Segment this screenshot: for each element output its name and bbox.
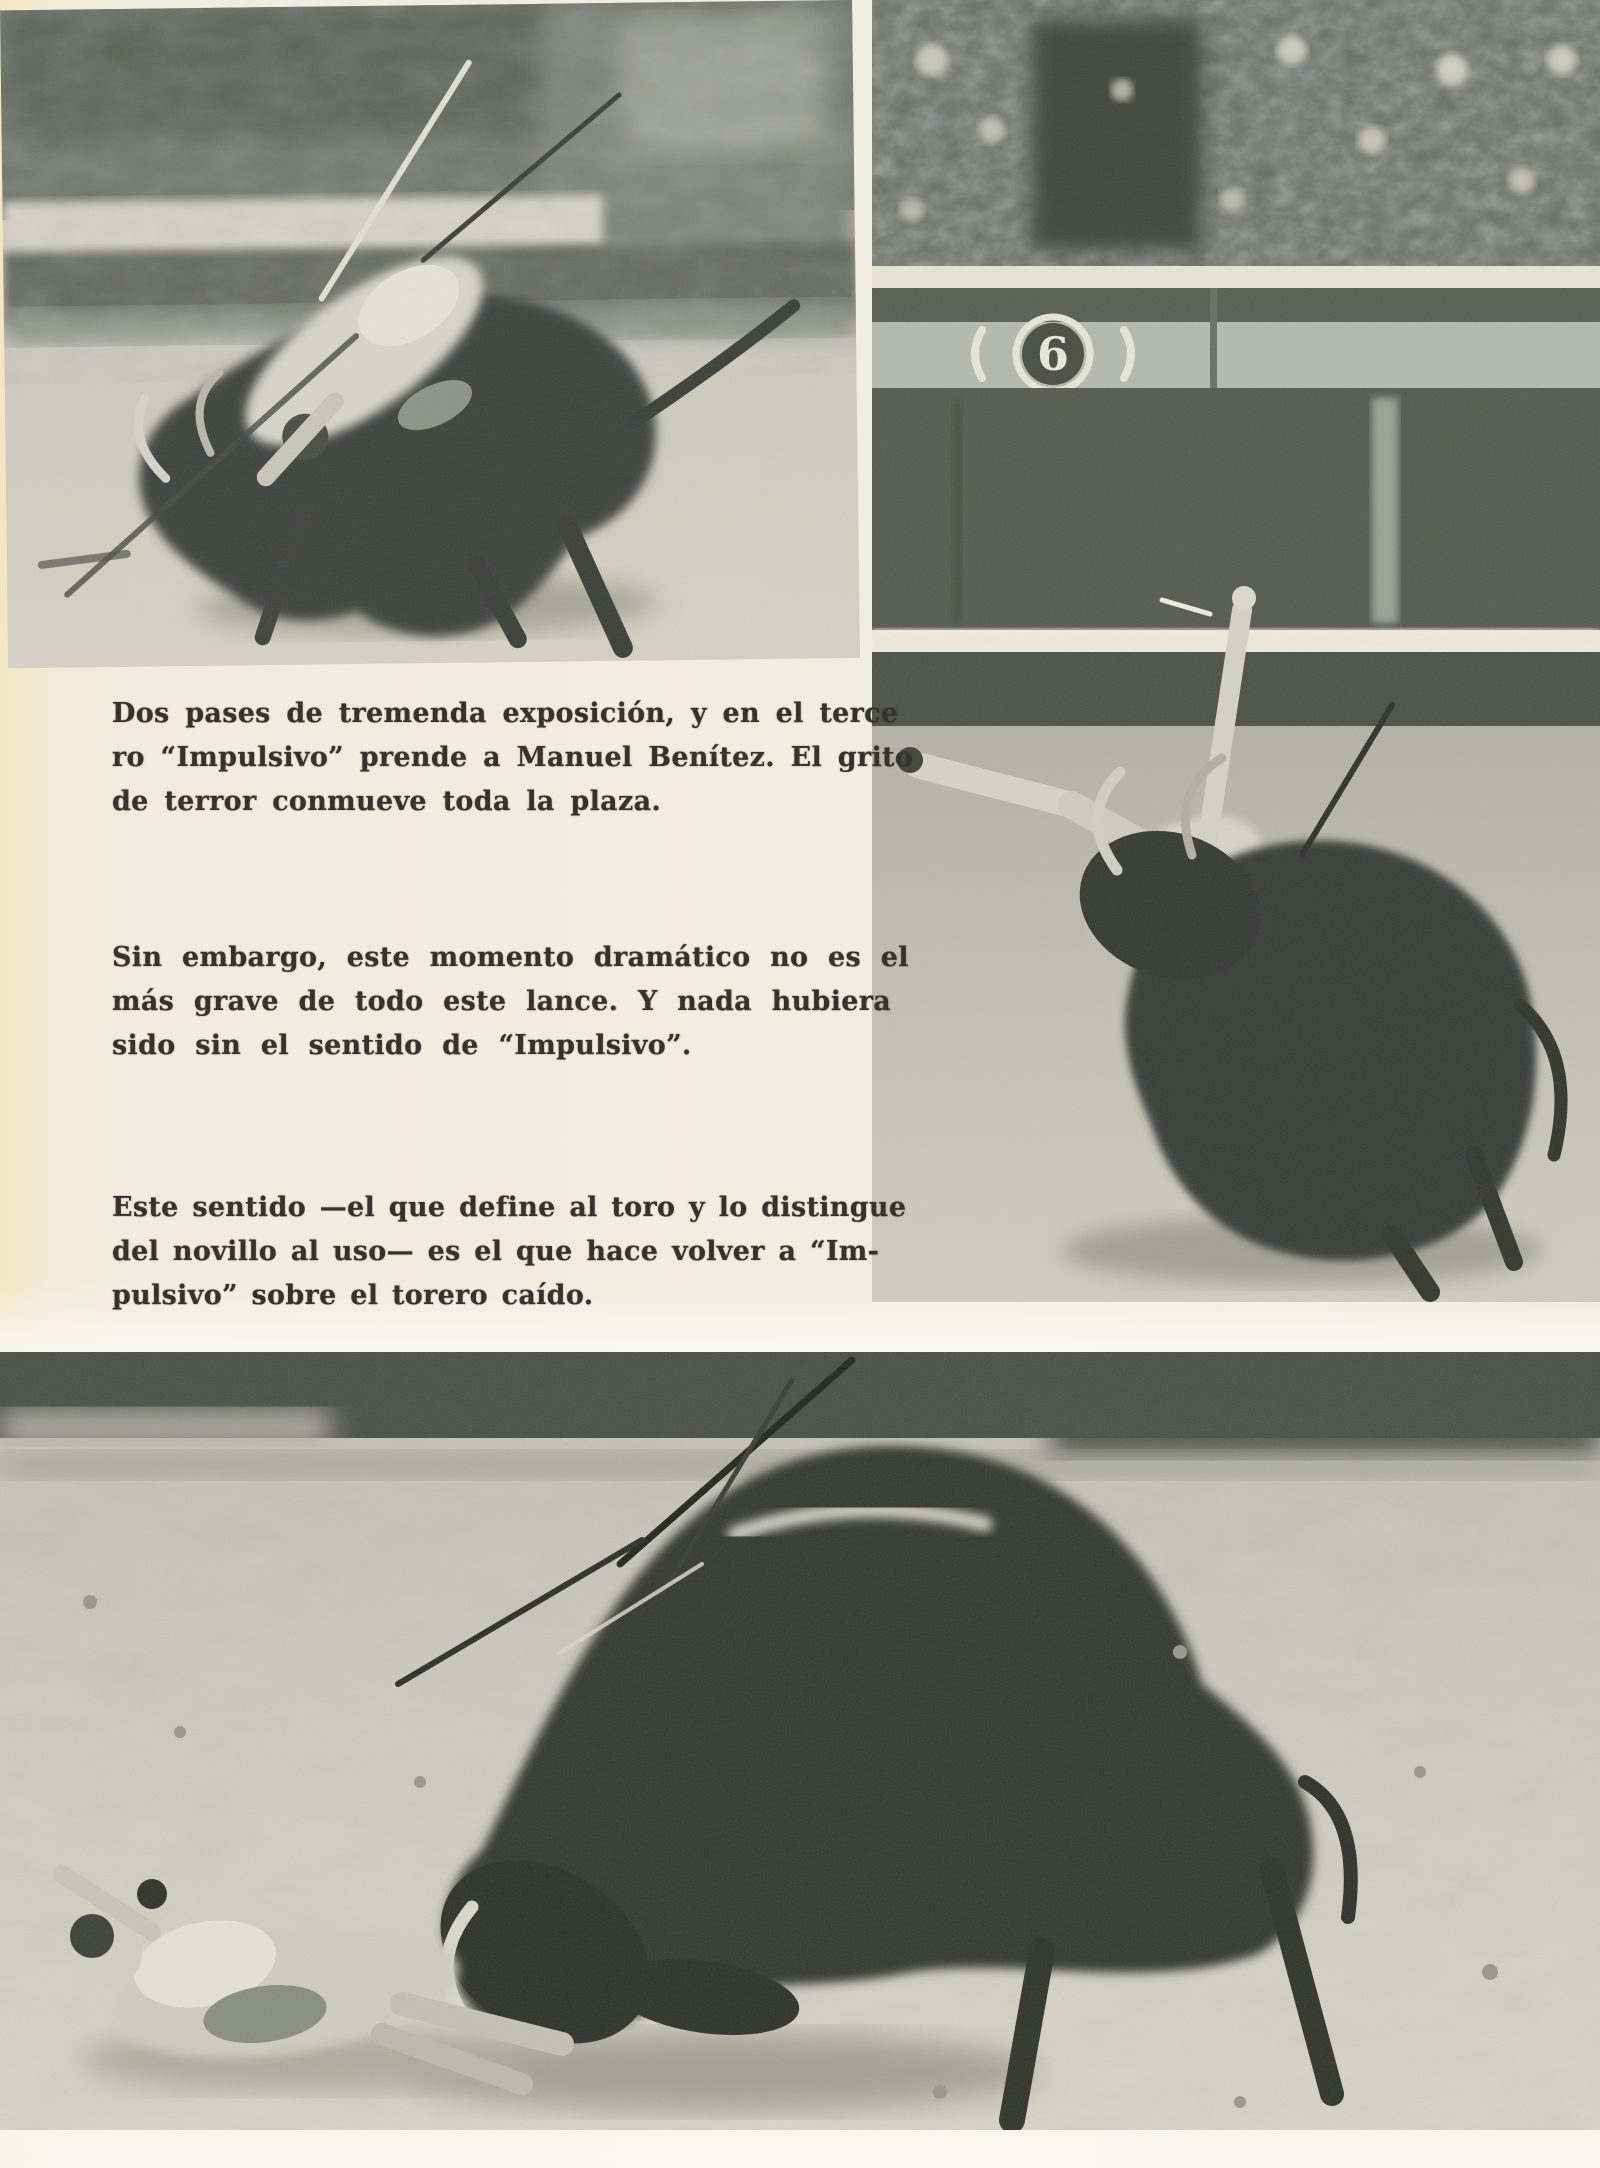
caption-paragraph-2 (112, 936, 909, 1068)
caption-line: Sin embargo, este momento dramático no es el (112, 942, 909, 973)
caption-line: ro “Impulsivo” prende a Manuel Benítez. El grito (112, 742, 914, 773)
photo-bottom-goring-fallen (0, 1352, 1600, 2130)
caption-line: del novillo al uso— es el que hace volver a “Im- (112, 1236, 880, 1267)
photo-caption-hidden (872, 1302, 873, 1303)
caption-line: Dos pases de tremenda exposición, y en el terce (112, 698, 899, 729)
photo-top-left-goring (0, 0, 860, 668)
photo-caption-hidden (8, 668, 9, 669)
caption-line: sido sin el sentido de “Impulsivo”. (112, 1030, 692, 1061)
photo-top-right-tossing (872, 0, 1600, 1302)
caption-line: más grave de todo este lance. Y nada hubiera (112, 986, 892, 1017)
ring-number-badge: 6 (1036, 327, 1070, 381)
caption-paragraph-1 (112, 692, 914, 824)
caption-line: de terror conmueve toda la plaza. (112, 786, 662, 817)
photo-caption-hidden (0, 2130, 1, 2131)
caption-line: pulsivo” sobre el torero caído. (112, 1280, 594, 1311)
caption-paragraph-3 (112, 1186, 907, 1318)
caption-line: Este sentido —el que define al toro y lo distingue (112, 1192, 907, 1223)
